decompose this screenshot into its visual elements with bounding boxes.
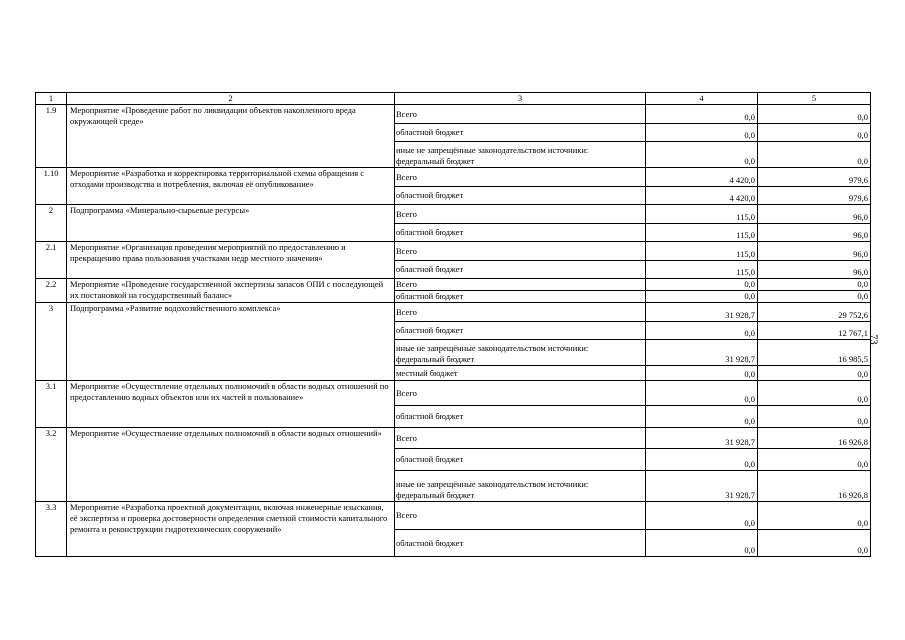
table-row — [36, 428, 871, 449]
row-number: 3.3 — [36, 502, 67, 557]
funding-source: Всего — [395, 205, 646, 224]
header-cell-2: 2 — [67, 93, 395, 105]
funding-source: областной бюджет — [395, 406, 646, 428]
value-col-4: 0,0 — [646, 366, 758, 381]
value-col-5: 16 926,8 — [758, 471, 871, 502]
value-col-5: 979,6 — [758, 187, 871, 205]
table-row — [36, 168, 871, 187]
value-col-5: 12 767,1 — [758, 322, 871, 340]
value-col-5: 0,0 — [758, 291, 871, 303]
funding-source: областной бюджет — [395, 187, 646, 205]
value-col-4: 0,0 — [646, 530, 758, 557]
row-name: Мероприятие «Разработка и корректировка территориальной схемы обращения с отходами производства и потребления, включая её опубликование» — [67, 168, 395, 205]
header-cell-3: 3 — [395, 93, 646, 105]
value-col-4: 31 928,7 — [646, 340, 758, 366]
value-col-4: 0,0 — [646, 124, 758, 142]
funding-source: Всего — [395, 381, 646, 406]
funding-source-group: иные не запрещённые законодательством источники: — [396, 479, 589, 489]
funding-source-label: федеральный бюджет — [396, 354, 475, 364]
funding-source: местный бюджет — [395, 366, 646, 381]
value-col-4: 0,0 — [646, 142, 758, 168]
value-col-5: 979,6 — [758, 168, 871, 187]
table-row — [36, 303, 871, 322]
row-number: 3.1 — [36, 381, 67, 428]
row-number: 2 — [36, 205, 67, 242]
value-col-4: 0,0 — [646, 406, 758, 428]
funding-source-group: иные не запрещённые законодательством источники: — [396, 145, 589, 155]
table-row — [36, 205, 871, 224]
funding-source: областной бюджет — [395, 261, 646, 279]
value-col-5: 0,0 — [758, 366, 871, 381]
funding-source — [395, 471, 646, 502]
funding-source: областной бюджет — [395, 291, 646, 303]
value-col-5: 0,0 — [758, 530, 871, 557]
value-col-4: 0,0 — [646, 291, 758, 303]
row-name: Мероприятие «Проведение работ по ликвидации объектов накопленного вреда окружающей среде» — [67, 105, 395, 168]
value-col-5: 29 752,6 — [758, 303, 871, 322]
header-cell-4: 4 — [646, 93, 758, 105]
value-col-4: 31 928,7 — [646, 303, 758, 322]
value-col-5: 96,0 — [758, 242, 871, 261]
value-col-5: 0,0 — [758, 142, 871, 168]
value-col-4: 115,0 — [646, 242, 758, 261]
budget-table — [35, 92, 871, 557]
value-col-4: 0,0 — [646, 279, 758, 291]
funding-source-label: федеральный бюджет — [396, 490, 475, 500]
value-col-4: 4 420,0 — [646, 187, 758, 205]
value-col-5: 0,0 — [758, 502, 871, 530]
funding-source-label: федеральный бюджет — [396, 156, 475, 166]
value-col-4: 0,0 — [646, 502, 758, 530]
value-col-4: 115,0 — [646, 224, 758, 242]
value-col-5: 96,0 — [758, 261, 871, 279]
row-number: 1.9 — [36, 105, 67, 168]
funding-source-group: иные не запрещённые законодательством источники: — [396, 343, 589, 353]
funding-source: Всего — [395, 105, 646, 124]
funding-source: Всего — [395, 502, 646, 530]
value-col-5: 0,0 — [758, 124, 871, 142]
funding-source — [395, 142, 646, 168]
value-col-4: 115,0 — [646, 261, 758, 279]
funding-source: областной бюджет — [395, 322, 646, 340]
value-col-5: 0,0 — [758, 449, 871, 471]
row-name: Мероприятие «Осуществление отдельных полномочий в области водных отношений» — [67, 428, 395, 502]
funding-source: Всего — [395, 242, 646, 261]
funding-source: областной бюджет — [395, 124, 646, 142]
value-col-4: 0,0 — [646, 105, 758, 124]
value-col-4: 0,0 — [646, 449, 758, 471]
funding-source — [395, 340, 646, 366]
value-col-5: 96,0 — [758, 205, 871, 224]
value-col-4: 31 928,7 — [646, 471, 758, 502]
funding-source: Всего — [395, 303, 646, 322]
row-name: Мероприятие «Организация проведения мероприятий по предоставлению и прекращению права пользования участками недр местного значения» — [67, 242, 395, 279]
page-number: 73 — [867, 334, 879, 345]
value-col-5: 16 926,8 — [758, 428, 871, 449]
table-row — [36, 105, 871, 124]
table-row — [36, 279, 871, 291]
value-col-4: 0,0 — [646, 322, 758, 340]
row-number: 2.1 — [36, 242, 67, 279]
table-body — [36, 93, 871, 557]
value-col-5: 0,0 — [758, 406, 871, 428]
funding-source: областной бюджет — [395, 449, 646, 471]
table-row — [36, 381, 871, 406]
header-cell-1: 1 — [36, 93, 67, 105]
funding-source: Всего — [395, 168, 646, 187]
funding-source: Всего — [395, 279, 646, 291]
value-col-5: 0,0 — [758, 105, 871, 124]
row-name: Мероприятие «Осуществление отдельных полномочий в области водных отношений по предоставлению водных объектов или их частей в пользование» — [67, 381, 395, 428]
funding-source: областной бюджет — [395, 530, 646, 557]
row-name: Мероприятие «Разработка проектной документации, включая инженерные изыскания, её экспертиза и проверка достоверности определения сметной стоимости капитального ремонта и реконструкции гидротехнических сооружений» — [67, 502, 395, 557]
row-number: 3 — [36, 303, 67, 381]
header-row — [36, 93, 871, 105]
row-name: Подпрограмма «Развитие водохозяйственного комплекса» — [67, 303, 395, 381]
value-col-4: 115,0 — [646, 205, 758, 224]
header-cell-5: 5 — [758, 93, 871, 105]
row-number: 3.2 — [36, 428, 67, 502]
value-col-4: 0,0 — [646, 381, 758, 406]
value-col-4: 31 928,7 — [646, 428, 758, 449]
value-col-5: 96,0 — [758, 224, 871, 242]
table-row — [36, 242, 871, 261]
row-name: Мероприятие «Проведение государственной экспертизы запасов ОПИ с последующей их постановкой на государственный баланс» — [67, 279, 395, 303]
value-col-5: 0,0 — [758, 279, 871, 291]
value-col-5: 16 985,5 — [758, 340, 871, 366]
value-col-5: 0,0 — [758, 381, 871, 406]
value-col-4: 4 420,0 — [646, 168, 758, 187]
row-number: 2.2 — [36, 279, 67, 303]
funding-source: Всего — [395, 428, 646, 449]
funding-source: областной бюджет — [395, 224, 646, 242]
table-row — [36, 502, 871, 530]
row-number: 1.10 — [36, 168, 67, 205]
row-name: Подпрограмма «Минерально-сырьевые ресурсы» — [67, 205, 395, 242]
